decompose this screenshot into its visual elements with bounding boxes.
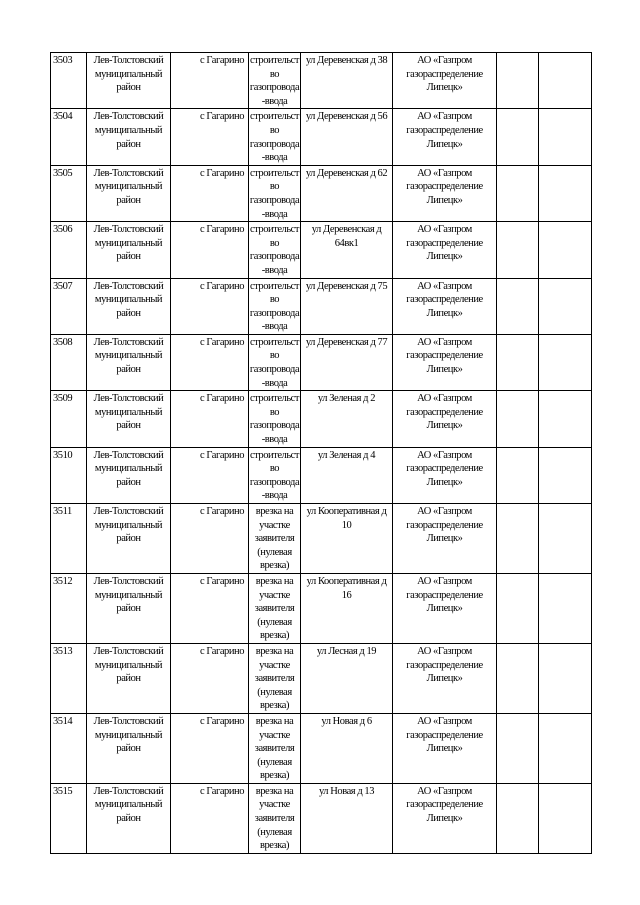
work-type-cell: врезка на участке заявителя (нулевая врезка): [249, 713, 301, 783]
row-number: 3509: [51, 391, 87, 447]
district-cell: Лев-Толстовский муниципальный район: [87, 222, 171, 278]
organization-cell: АО «Газпром газораспределение Липецк»: [393, 334, 497, 390]
empty-cell: [539, 53, 592, 109]
address-cell: ул Кооперативная д 10: [301, 504, 393, 574]
empty-cell: [539, 504, 592, 574]
district-cell: Лев-Толстовский муниципальный район: [87, 504, 171, 574]
work-type-cell: строительство газопровода-ввода: [249, 391, 301, 447]
row-number: 3506: [51, 222, 87, 278]
empty-cell: [539, 783, 592, 853]
table-row: [51, 504, 592, 574]
row-number: 3510: [51, 447, 87, 503]
settlement-cell: с Гагарино: [171, 391, 249, 447]
organization-cell: АО «Газпром газораспределение Липецк»: [393, 109, 497, 165]
work-type-cell: врезка на участке заявителя (нулевая врезка): [249, 643, 301, 713]
settlement-cell: с Гагарино: [171, 278, 249, 334]
district-cell: Лев-Толстовский муниципальный район: [87, 165, 171, 221]
table-row: [51, 165, 592, 221]
settlement-cell: с Гагарино: [171, 643, 249, 713]
empty-cell: [539, 165, 592, 221]
settlement-cell: с Гагарино: [171, 222, 249, 278]
row-number: 3515: [51, 783, 87, 853]
organization-cell: АО «Газпром газораспределение Липецк»: [393, 391, 497, 447]
district-cell: Лев-Толстовский муниципальный район: [87, 278, 171, 334]
empty-cell: [539, 643, 592, 713]
organization-cell: АО «Газпром газораспределение Липецк»: [393, 222, 497, 278]
work-type-cell: строительство газопровода-ввода: [249, 278, 301, 334]
work-type-cell: строительство газопровода-ввода: [249, 222, 301, 278]
row-number: 3508: [51, 334, 87, 390]
table-row: [51, 713, 592, 783]
empty-cell: [497, 391, 539, 447]
address-cell: ул Деревенская д 64вк1: [301, 222, 393, 278]
address-cell: ул Деревенская д 38: [301, 53, 393, 109]
settlement-cell: с Гагарино: [171, 53, 249, 109]
work-type-cell: врезка на участке заявителя (нулевая врезка): [249, 504, 301, 574]
settlement-cell: с Гагарино: [171, 504, 249, 574]
empty-cell: [539, 278, 592, 334]
gas-connection-table: [50, 52, 592, 854]
empty-cell: [497, 504, 539, 574]
settlement-cell: с Гагарино: [171, 165, 249, 221]
settlement-cell: с Гагарино: [171, 783, 249, 853]
table-row: [51, 53, 592, 109]
district-cell: Лев-Толстовский муниципальный район: [87, 109, 171, 165]
empty-cell: [497, 573, 539, 643]
district-cell: Лев-Толстовский муниципальный район: [87, 573, 171, 643]
organization-cell: АО «Газпром газораспределение Липецк»: [393, 713, 497, 783]
row-number: 3504: [51, 109, 87, 165]
empty-cell: [497, 643, 539, 713]
row-number: 3512: [51, 573, 87, 643]
empty-cell: [539, 391, 592, 447]
table-row: [51, 643, 592, 713]
address-cell: ул Кооперативная д 16: [301, 573, 393, 643]
empty-cell: [539, 334, 592, 390]
row-number: 3505: [51, 165, 87, 221]
work-type-cell: врезка на участке заявителя (нулевая врезка): [249, 573, 301, 643]
address-cell: ул Новая д 13: [301, 783, 393, 853]
organization-cell: АО «Газпром газораспределение Липецк»: [393, 165, 497, 221]
district-cell: Лев-Толстовский муниципальный район: [87, 391, 171, 447]
district-cell: Лев-Толстовский муниципальный район: [87, 53, 171, 109]
organization-cell: АО «Газпром газораспределение Липецк»: [393, 278, 497, 334]
district-cell: Лев-Толстовский муниципальный район: [87, 783, 171, 853]
district-cell: Лев-Толстовский муниципальный район: [87, 334, 171, 390]
empty-cell: [497, 53, 539, 109]
district-cell: Лев-Толстовский муниципальный район: [87, 447, 171, 503]
address-cell: ул Деревенская д 75: [301, 278, 393, 334]
district-cell: Лев-Толстовский муниципальный район: [87, 643, 171, 713]
empty-cell: [497, 334, 539, 390]
table-row: [51, 334, 592, 390]
organization-cell: АО «Газпром газораспределение Липецк»: [393, 643, 497, 713]
district-cell: Лев-Толстовский муниципальный район: [87, 713, 171, 783]
address-cell: ул Лесная д 19: [301, 643, 393, 713]
empty-cell: [497, 222, 539, 278]
settlement-cell: с Гагарино: [171, 447, 249, 503]
empty-cell: [497, 447, 539, 503]
empty-cell: [497, 783, 539, 853]
row-number: 3513: [51, 643, 87, 713]
work-type-cell: строительство газопровода-ввода: [249, 109, 301, 165]
empty-cell: [497, 109, 539, 165]
empty-cell: [497, 278, 539, 334]
empty-cell: [497, 713, 539, 783]
empty-cell: [539, 222, 592, 278]
address-cell: ул Деревенская д 77: [301, 334, 393, 390]
work-type-cell: строительство газопровода-ввода: [249, 53, 301, 109]
row-number: 3511: [51, 504, 87, 574]
table-row: [51, 783, 592, 853]
work-type-cell: строительство газопровода-ввода: [249, 447, 301, 503]
work-type-cell: строительство газопровода-ввода: [249, 165, 301, 221]
organization-cell: АО «Газпром газораспределение Липецк»: [393, 504, 497, 574]
table-row: [51, 109, 592, 165]
table-row: [51, 278, 592, 334]
settlement-cell: с Гагарино: [171, 109, 249, 165]
work-type-cell: врезка на участке заявителя (нулевая врезка): [249, 783, 301, 853]
settlement-cell: с Гагарино: [171, 334, 249, 390]
organization-cell: АО «Газпром газораспределение Липецк»: [393, 783, 497, 853]
settlement-cell: с Гагарино: [171, 573, 249, 643]
settlement-cell: с Гагарино: [171, 713, 249, 783]
empty-cell: [539, 713, 592, 783]
empty-cell: [497, 165, 539, 221]
organization-cell: АО «Газпром газораспределение Липецк»: [393, 53, 497, 109]
table-row: [51, 391, 592, 447]
address-cell: ул Зеленая д 4: [301, 447, 393, 503]
organization-cell: АО «Газпром газораспределение Липецк»: [393, 573, 497, 643]
empty-cell: [539, 573, 592, 643]
organization-cell: АО «Газпром газораспределение Липецк»: [393, 447, 497, 503]
table-row: [51, 573, 592, 643]
table-row: [51, 222, 592, 278]
address-cell: ул Новая д 6: [301, 713, 393, 783]
row-number: 3507: [51, 278, 87, 334]
table-row: [51, 447, 592, 503]
empty-cell: [539, 447, 592, 503]
address-cell: ул Деревенская д 56: [301, 109, 393, 165]
address-cell: ул Зеленая д 2: [301, 391, 393, 447]
work-type-cell: строительство газопровода-ввода: [249, 334, 301, 390]
address-cell: ул Деревенская д 62: [301, 165, 393, 221]
table-body: [51, 53, 592, 854]
row-number: 3514: [51, 713, 87, 783]
row-number: 3503: [51, 53, 87, 109]
empty-cell: [539, 109, 592, 165]
